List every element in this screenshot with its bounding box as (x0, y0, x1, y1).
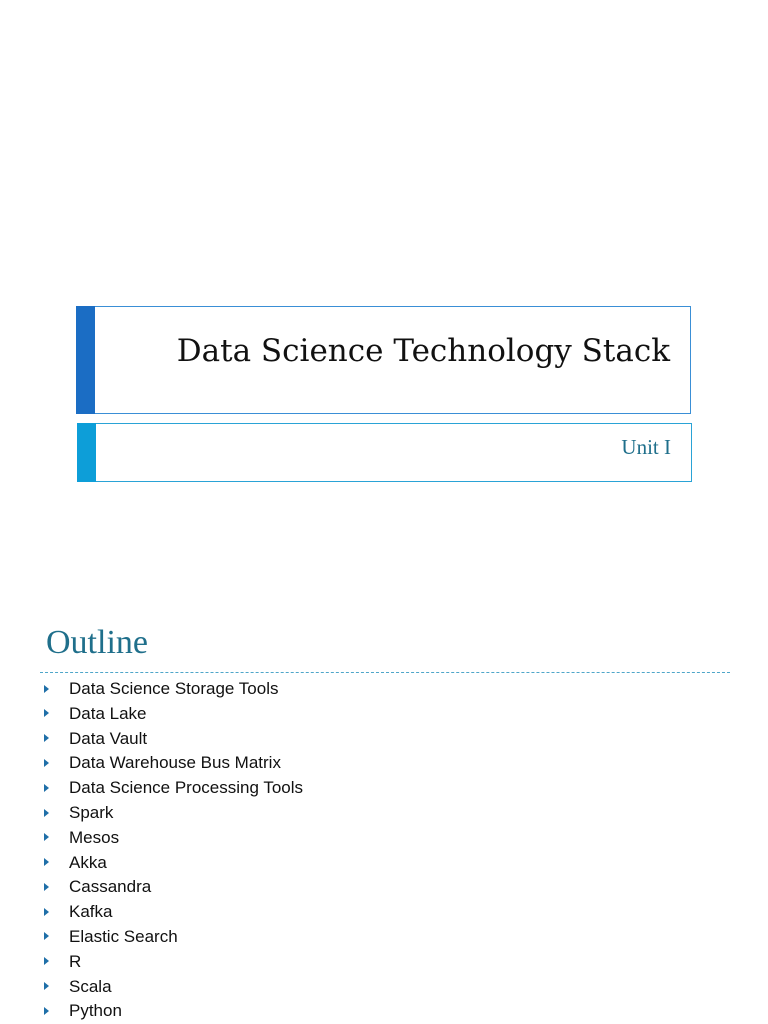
title-box (76, 306, 691, 414)
triangle-bullet-icon (44, 1007, 49, 1015)
triangle-bullet-icon (44, 809, 49, 817)
list-item (44, 776, 303, 801)
list-item (44, 702, 303, 727)
list-item-label: Spark (69, 802, 114, 822)
list-item-label: Scala (69, 976, 112, 996)
list-item-label: Akka (69, 852, 107, 872)
list-item (44, 751, 303, 776)
triangle-bullet-icon (44, 734, 49, 742)
list-item (44, 925, 303, 950)
triangle-bullet-icon (44, 858, 49, 866)
list-item-label: Mesos (69, 827, 120, 847)
triangle-bullet-icon (44, 784, 49, 792)
subtitle-accent-bar (77, 423, 96, 482)
triangle-bullet-icon (44, 957, 49, 965)
list-item (44, 826, 303, 851)
outline-list (44, 677, 303, 1024)
list-item-label: Data Vault (69, 728, 148, 748)
slide-title: Data Science Technology Stack (176, 333, 670, 369)
subtitle-box (77, 423, 692, 482)
triangle-bullet-icon (44, 685, 49, 693)
list-item (44, 975, 303, 1000)
list-item-label: Data Science Storage Tools (69, 679, 279, 698)
list-item (44, 801, 303, 826)
list-item (44, 851, 303, 876)
outline-heading: Outline (46, 624, 148, 661)
list-item (44, 950, 303, 975)
list-item-label: R (69, 951, 82, 971)
triangle-bullet-icon (44, 883, 49, 891)
list-item-label: Cassandra (69, 877, 152, 897)
list-item-label: Data Warehouse Bus Matrix (69, 753, 281, 773)
list-item (44, 999, 303, 1024)
triangle-bullet-icon (44, 709, 49, 717)
list-item-label: Data Science Processing Tools (69, 778, 304, 798)
list-item (44, 677, 303, 702)
list-item-label: Kafka (69, 902, 113, 922)
triangle-bullet-icon (44, 833, 49, 841)
triangle-bullet-icon (44, 908, 49, 916)
list-item (44, 900, 303, 925)
list-item (44, 875, 303, 900)
list-item-label: Data Lake (69, 703, 147, 723)
list-item-label: Python (69, 1001, 122, 1021)
slide-subtitle: Unit I (621, 435, 671, 459)
triangle-bullet-icon (44, 932, 49, 940)
outline-divider (40, 672, 730, 673)
triangle-bullet-icon (44, 982, 49, 990)
list-item-label: Elastic Search (69, 926, 178, 946)
triangle-bullet-icon (44, 759, 49, 767)
list-item (44, 727, 303, 752)
title-accent-bar (76, 306, 95, 414)
